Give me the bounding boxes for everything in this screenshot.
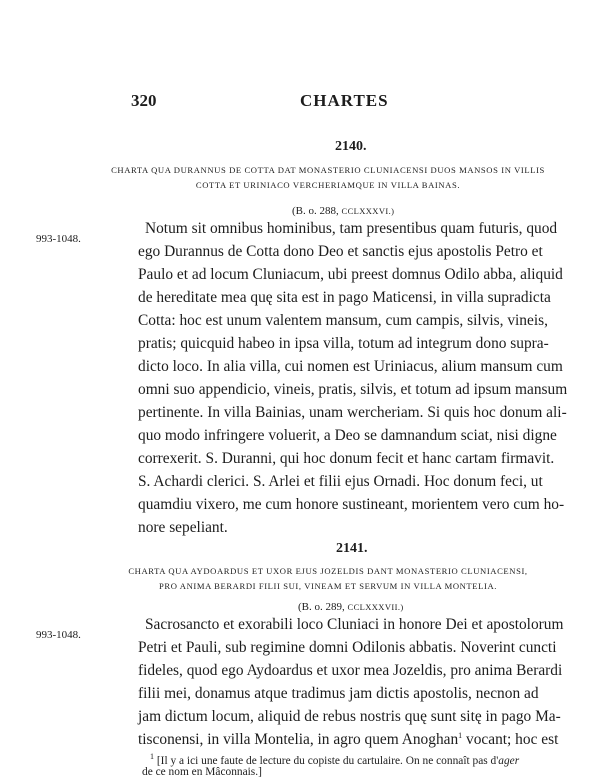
body-line: Sacrosancto et exorabili loco Cluniaci in honore Dei et apostolorum xyxy=(145,616,564,633)
page-number: 320 xyxy=(131,91,157,110)
body-text: vocant; hoc est xyxy=(466,731,559,749)
body-line: Petri et Pauli, sub regimine domni Odilonis abbatis. Noverint cuncti xyxy=(138,639,557,656)
body-line: S. Achardi clerici. S. Arlei et filii ejus Ornadi. Hoc donum feci, ut xyxy=(138,473,543,490)
reference-prefix: (B. o. 289, xyxy=(298,601,345,613)
body-line xyxy=(138,731,559,749)
body-line: ego Durannus de Cotta dono Deo et sanctis ejus apostolis Petro et xyxy=(138,243,543,260)
margin-date: 993-1048. xyxy=(36,629,81,641)
body-line: quamdiu vixero, me cum honore sustineant, morientem vero cum ho- xyxy=(138,496,565,513)
running-head: CHARTES xyxy=(300,91,389,110)
body-line: Notum sit omnibus hominibus, tam presentibus quam futuris, quod xyxy=(145,220,558,237)
body-line: Cotta: hoc est unum valentem mansum, cum campis, silvis, vineis, xyxy=(138,312,548,329)
body-line: dicto loco. In alia villa, cui nomen est Uriniacus, alium mansum cum xyxy=(138,358,563,375)
footnote-italic: ager xyxy=(498,754,520,767)
footnote-marker: 1 xyxy=(458,731,463,740)
charter-title-line: PRO ANIMA BERARDI FILII SUI, VINEAM ET SERVUM IN VILLA MONTELIA. xyxy=(158,581,498,591)
body-line: quo modo infringere voluerit, a Deo se damnandum sciat, nisi digne xyxy=(138,427,557,444)
body-text: tisconensi, in villa Montelia, in agro quem Anoghan xyxy=(138,731,459,749)
footnote-line xyxy=(150,752,519,767)
footnote-number: 1 xyxy=(150,752,154,761)
charter-title-line: CHARTA QUA DURANNUS DE COTTA DAT MONASTERIO CLUNIACENSI DUOS MANSOS IN VILLIS xyxy=(111,165,545,175)
charter-number: 2140. xyxy=(335,139,367,154)
footnote-text: [Il y a ici une faute de lecture du copiste du cartulaire. On ne connaît pas d' xyxy=(156,754,499,767)
charter-reference xyxy=(298,601,404,613)
charter-reference xyxy=(292,205,394,217)
body-line: jam dictum locum, aliquid de rebus nostris quę sunt sitę in pago Ma- xyxy=(138,708,561,725)
body-line: omni suo appendicio, vineis, pratis, silvis, et totum ad ipsum mansum xyxy=(138,381,568,398)
body-line: nore sepeliant. xyxy=(138,519,228,536)
body-line: pratis; quicquid habeo in ipsa villa, totum ad integrum dono supra- xyxy=(138,335,549,352)
footnote-line: de ce nom en Mâconnais.] xyxy=(142,766,262,778)
reference-code: CCLXXXVI.) xyxy=(341,206,395,216)
reference-prefix: (B. o. 288, xyxy=(292,205,339,217)
body-line: correxerit. S. Duranni, qui hoc donum fecit et hanc cartam firmavit. xyxy=(138,450,555,467)
charter-title-line: CHARTA QUA AYDOARDUS ET UXOR EJUS JOZELDIS DANT MONASTERIO CLUNIACENSI, xyxy=(128,566,528,576)
margin-date: 993-1048. xyxy=(36,233,81,245)
body-line: de hereditate mea quę sita est in pago Maticensi, in villa supradicta xyxy=(138,289,551,306)
body-line: Paulo et ad locum Cluniacum, ubi preest domnus Odilo abba, aliquid xyxy=(138,266,563,283)
reference-code: CCLXXXVII.) xyxy=(347,602,404,612)
body-line: fideles, quod ego Aydoardus et uxor mea Jozeldis, pro anima Berardi xyxy=(138,662,563,679)
body-line: filii mei, donamus atque tradimus jam dictis apostolis, necnon ad xyxy=(138,685,539,702)
charter-number: 2141. xyxy=(336,541,368,556)
charter-title-line: COTTA ET URINIACO VERCHERIAMQUE IN VILLA BAINAS. xyxy=(195,180,461,190)
body-line: pertinente. In villa Bainias, unam wercheriam. Si quis hoc donum ali- xyxy=(138,404,567,421)
